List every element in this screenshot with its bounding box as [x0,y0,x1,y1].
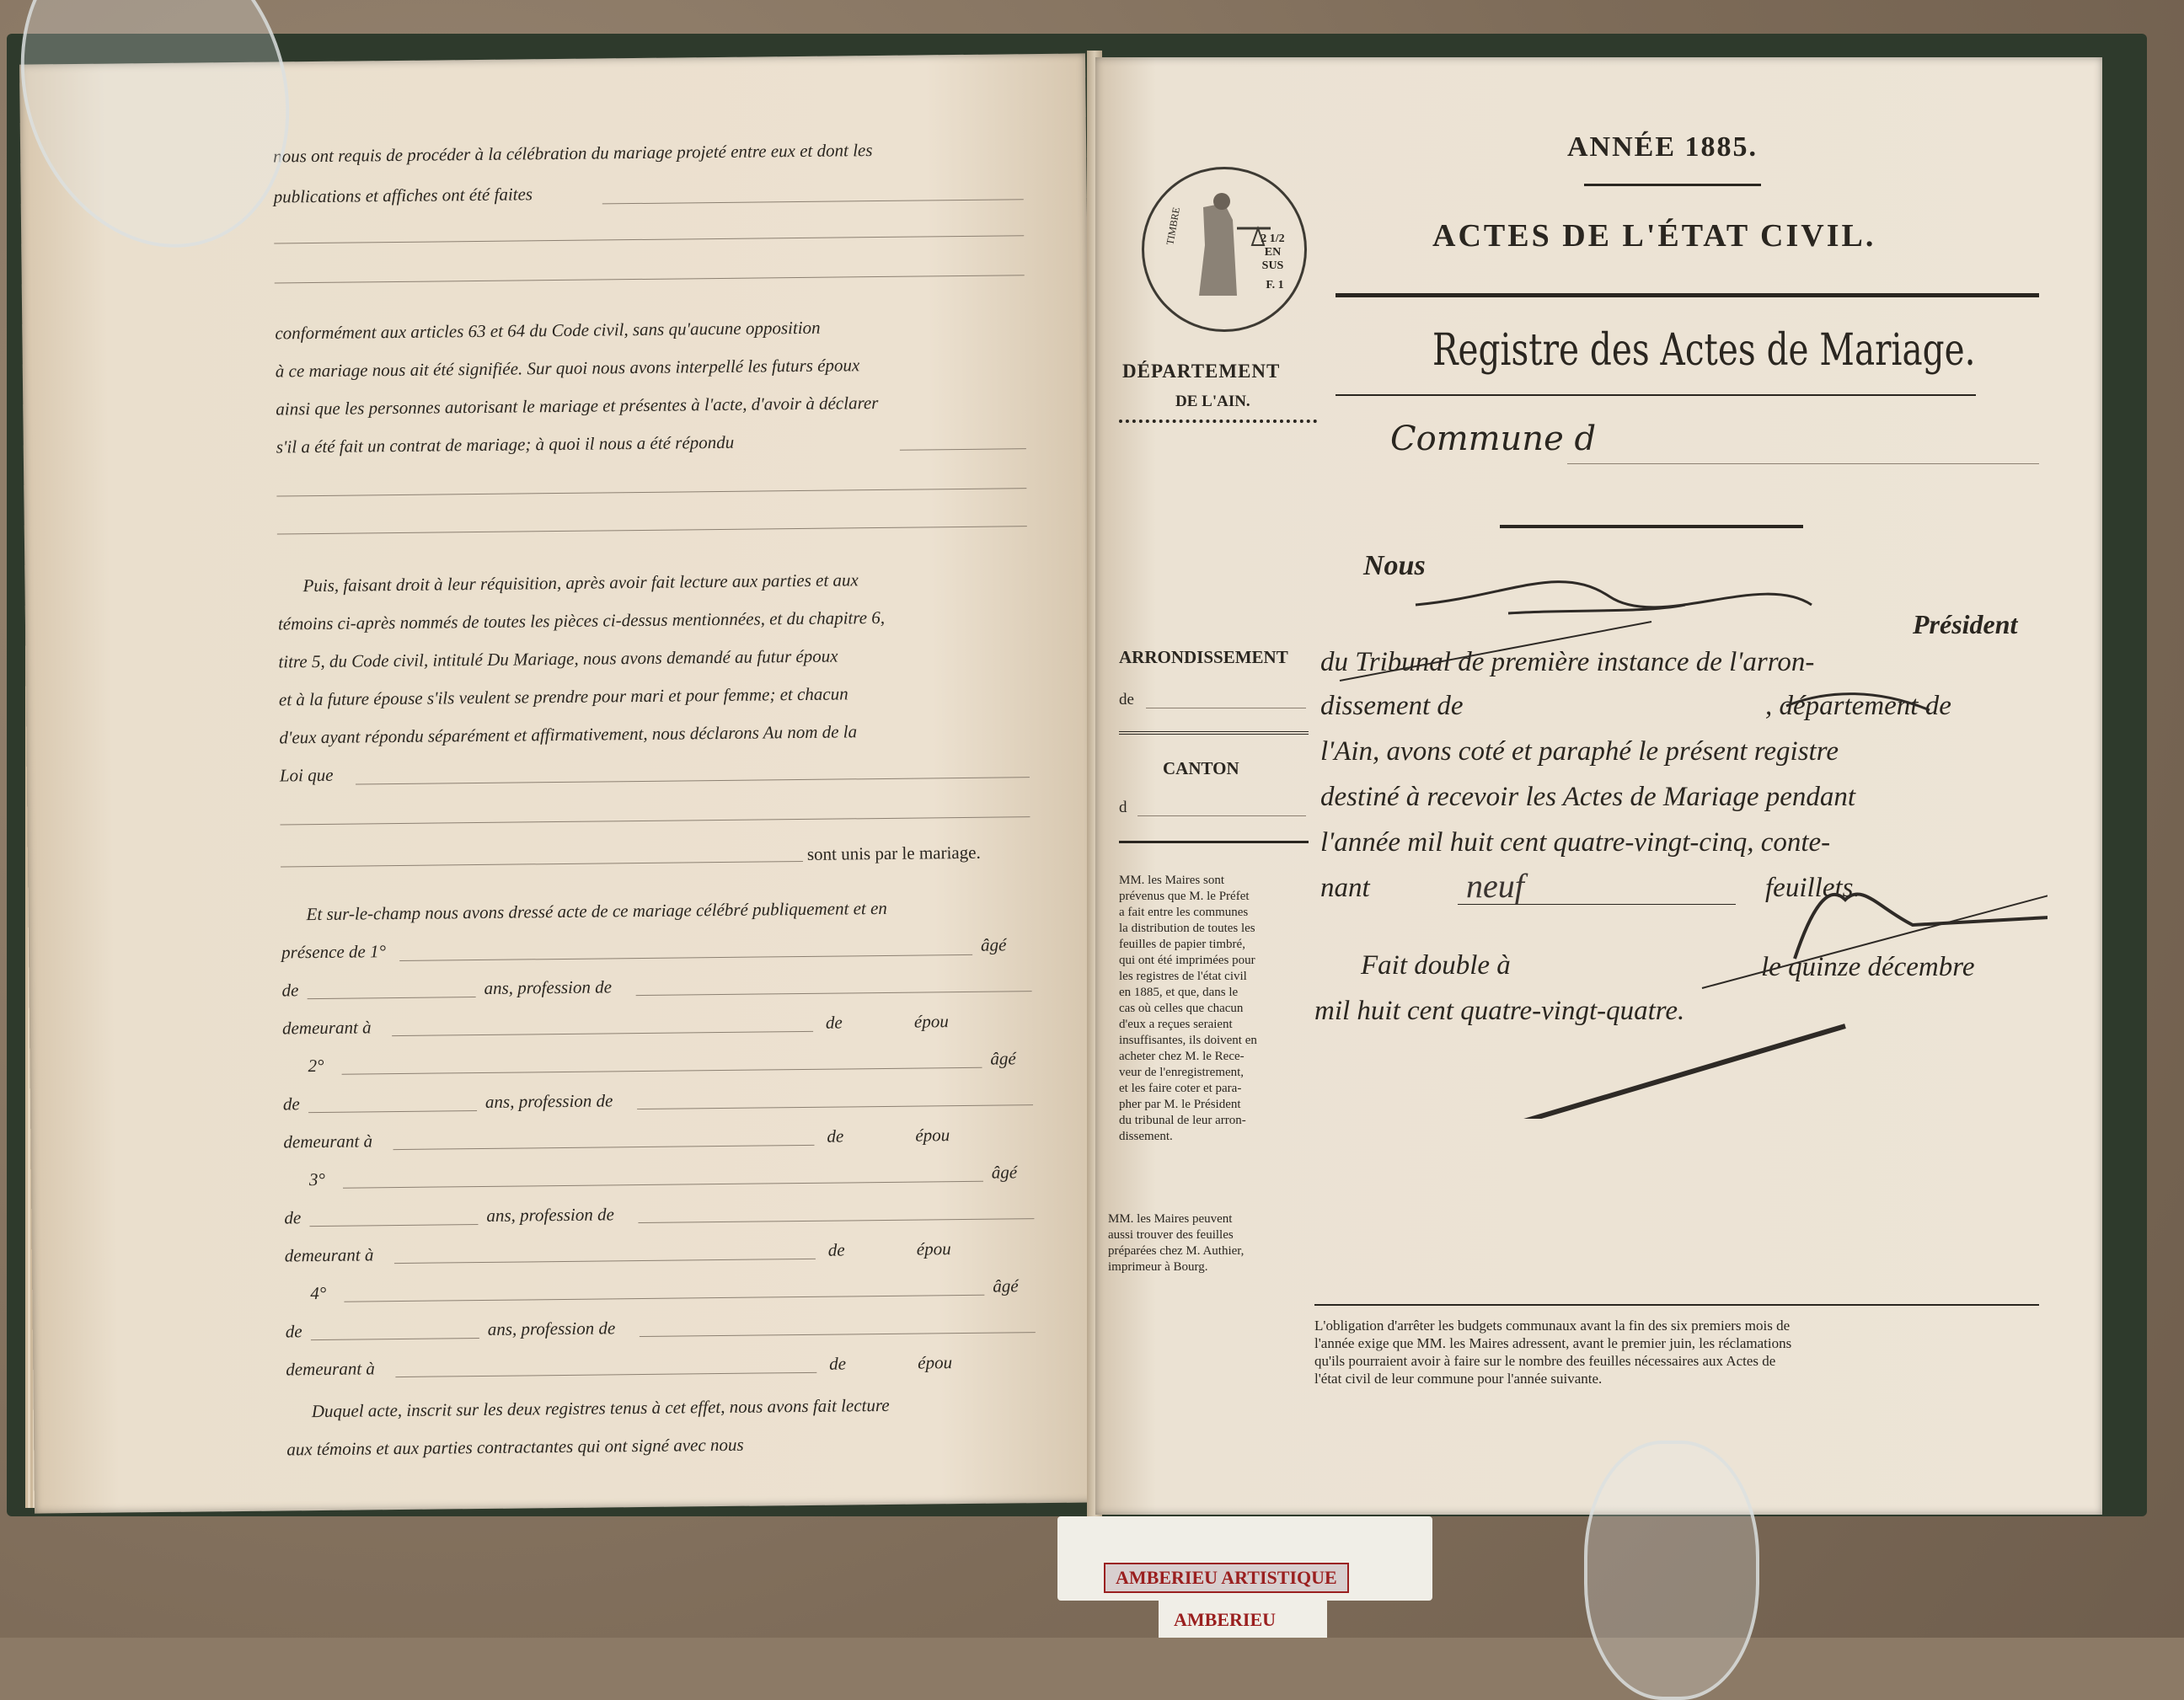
left-text-line: Loi que [279,764,334,786]
epou-label: épou [916,1238,951,1259]
fill-line [900,448,1026,451]
left-text-line: conformément aux articles 63 et 64 du Code civil, sans qu'aucune opposition [275,317,821,344]
stamp-value: 2 1/2 EN SUS [1261,233,1285,272]
witness-number: 3° [308,1168,325,1190]
demeurant-label: demeurant à [283,1131,373,1152]
de-label: de [829,1353,847,1374]
left-text-line: Et sur-le-champ nous avons dressé acte de ce mariage célébré publiquement et en [306,897,887,925]
note-line: L'obligation d'arrêter les budgets communaux avant la fin des six premiers mois de [1314,1318,1791,1334]
handwritten-count: neuf [1466,867,1524,905]
demeurant-label: demeurant à [284,1244,374,1266]
right-page [1095,57,2102,1515]
fill-line [395,1372,816,1377]
left-text-line: ainsi que les personnes autorisant le mariage et présentes à l'acte, d'avoir à déclarer [276,393,879,420]
fill-line [274,235,1024,243]
fill-line [275,275,1025,283]
age-label: âgé [991,1162,1018,1183]
witness-number: 4° [310,1282,327,1304]
note-line: en 1885, et que, dans le [1119,986,1239,999]
body-line: l'année mil huit cent quatre-vingt-cinq, conte- [1320,827,1831,858]
commune-label: Commune d [1390,420,1597,458]
stamp-label: TIMBRE [1164,206,1183,246]
note-line: les registres de l'état civil [1119,970,1247,983]
left-text-line: et à la future épouse s'ils veulent se prendre pour mari et pour femme; et chacun [278,683,848,710]
ornament-rule [1500,525,1803,528]
fill-line [344,1295,984,1302]
fill-line [280,816,1030,825]
left-text-line: nous ont requis de procéder à la célébration du mariage projeté entre eux et dont les [273,140,873,167]
note-line: acheter chez M. le Rece- [1119,1050,1245,1063]
fill-line [602,199,1024,204]
body-line: nant [1320,873,1370,903]
register-subtitle: Registre des Actes de Mariage. [1432,325,1976,376]
note-line: pher par M. le Président [1119,1098,1241,1111]
library-tag [1057,1516,1432,1601]
epou-label: épou [918,1352,953,1373]
footer-note [1314,1317,1791,1387]
body-line: Fait double à [1361,950,1511,981]
fill-line [356,777,1030,784]
department-name: DE L'AIN. [1175,393,1250,410]
footer-rule [1314,1304,2039,1306]
magnifier-lens [1584,1441,1759,1700]
de-label: de [825,1012,843,1033]
epou-label: épou [913,1011,949,1032]
note-line: feuilles de papier timbré, [1119,938,1245,951]
body-line: l'Ain, avons coté et paraphé le présent registre [1320,736,1839,767]
left-text-line: témoins ci-après nommés de toutes les pièces ci-dessus mentionnées, et du chapitre 6, [277,607,886,634]
canton-label: CANTON [1163,758,1239,778]
body-line: , département de [1765,691,1951,721]
fill-line [342,1067,982,1075]
age-label: âgé [980,934,1007,955]
left-page [19,53,1100,1513]
ornament-rule [1119,841,1309,843]
fill-line [638,1218,1034,1223]
note-line: l'état civil de leur commune pour l'année suivante. [1314,1371,1603,1387]
note-line: dissement. [1119,1130,1173,1143]
ornament-rule [1119,731,1309,735]
fill-line [393,1145,815,1150]
body-line: destiné à recevoir les Actes de Mariage pendant [1320,782,1856,812]
handwritten-signature [1289,529,2048,1119]
note-line: imprimeur à Bourg. [1108,1260,1208,1274]
note-line: prévenus que M. le Préfet [1119,890,1250,903]
ornament-rule [1119,420,1317,423]
left-text-line: Duquel acte, inscrit sur les deux registres tenus à cet effet, nous avons fait lecture [311,1394,890,1422]
fill-line [1138,815,1306,816]
note-line: MM. les Maires sont [1119,874,1224,887]
witness-number: 2° [308,1055,324,1077]
left-text-line: s'il a été fait un contrat de mariage; à quoi il nous a été répondu [276,431,735,457]
year-heading: ANNÉE 1885. [1567,131,1758,163]
note-line: la distribution de toutes les [1119,922,1255,935]
fill-line [640,1332,1036,1337]
tag-label: AMBERIEU [1174,1609,1277,1630]
age-label: âgé [990,1048,1016,1069]
sidebar-note [1119,873,1313,1145]
profession-label: ans, profession de [486,1204,614,1226]
fill-line [308,1110,477,1113]
library-tag-stem [1159,1601,1327,1638]
note-line: veur de l'enregistrement, [1119,1066,1245,1079]
fill-line [392,1031,813,1036]
fill-line [636,991,1032,996]
age-label: âgé [993,1275,1019,1296]
canton-d: d [1119,799,1127,816]
profession-label: ans, profession de [484,976,613,998]
body-line: du Tribunal de première instance de l'arron- [1320,647,1815,677]
fill-line [1567,463,2039,464]
de-label: de [284,1207,302,1228]
de-label: de [281,980,299,1001]
note-line: du tribunal de leur arron- [1119,1114,1246,1127]
de-label: de [827,1125,844,1147]
epou-label: épou [915,1125,950,1146]
fill-line [308,997,476,999]
de-label: de [285,1321,302,1342]
timbre-stamp [1142,167,1307,332]
left-text-line: publications et affiches ont été faites [273,184,533,207]
body-line: feuillets. [1765,873,1860,903]
left-text-line: sont unis par le mariage. [806,842,981,864]
body-line: dissement de [1320,691,1464,721]
nous-label: Nous [1363,550,1426,581]
demeurant-label: demeurant à [281,1017,372,1039]
note-line: qu'ils pourraient avoir à faire sur le nombre des feuilles nécessaires aux Actes de [1314,1353,1776,1369]
fill-line [637,1104,1033,1109]
register-heading: ACTES DE L'ÉTAT CIVIL. [1432,218,1876,254]
left-text-line: d'eux ayant répondu séparément et affirmativement, nous déclarons Au nom de la [279,721,858,748]
fill-line [277,526,1027,534]
body-line: mil huit cent quatre-vingt-quatre. [1314,996,1685,1026]
heading-rule [1336,394,1976,396]
fill-line [276,488,1026,496]
left-text-line: Puis, faisant droit à leur réquisition, après avoir fait lecture aux parties et aux [302,569,859,596]
left-text-line: à ce mariage nous ait été signifiée. Sur quoi nous avons interpellé les futurs époux [275,355,860,382]
tag-label: AMBERIEU ARTISTIQUE [1104,1563,1349,1593]
heading-rule [1336,293,2039,297]
fill-line [309,1224,478,1227]
profession-label: ans, profession de [487,1318,616,1339]
arrondissement-label: ARRONDISSEMENT [1119,647,1288,667]
note-line: préparées chez M. Authier, [1108,1244,1245,1258]
left-text-line: aux témoins et aux parties contractantes qui ont signé avec nous [286,1434,744,1460]
fill-line [311,1338,479,1340]
left-text-line: présence de 1° [281,941,387,963]
profession-label: ans, profession de [484,1090,613,1112]
note-line: MM. les Maires peuvent [1108,1212,1233,1226]
department-label: DÉPARTEMENT [1122,361,1281,382]
de-label: de [827,1239,845,1260]
de-label: de [282,1093,300,1115]
note-line: aussi trouver des feuilles [1108,1228,1234,1242]
left-text-line: titre 5, du Code civil, intitulé Du Mariage, nous avons demandé au futur époux [278,645,838,672]
demeurant-label: demeurant à [286,1358,375,1380]
fill-line [394,1259,816,1264]
ornament-rule [1584,184,1761,186]
body-line: le quinze décembre [1761,952,1975,982]
president-label: Président [1913,609,2018,639]
fill-line [343,1181,983,1189]
fill-line [399,954,972,961]
note-line: insuffisantes, ils doivent en [1119,1034,1257,1047]
arrondissement-de: de [1119,691,1134,708]
sidebar-note [1108,1211,1310,1275]
note-line: l'année exige que MM. les Maires adressent, avant le premier juin, les réclamations [1314,1335,1792,1351]
note-line: a fait entre les communes [1119,906,1249,919]
note-line: qui ont été imprimées pour [1119,954,1255,967]
note-line: cas où celles que chacun [1119,1002,1244,1015]
note-line: et les faire coter et para- [1119,1082,1242,1095]
stamp-f: F. 1 [1266,279,1284,291]
fill-line [281,861,803,867]
note-line: d'eux a reçues seraient [1119,1018,1233,1031]
